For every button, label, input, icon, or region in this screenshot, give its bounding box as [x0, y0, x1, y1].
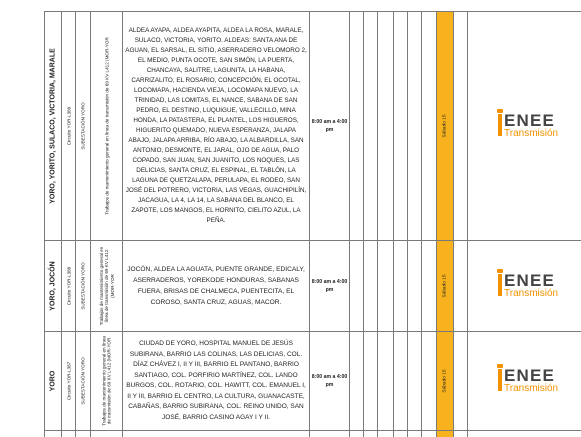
- cell-partial: [91, 431, 123, 437]
- affected-locations: JOCÓN, ALDEA LA AGUATA, PUENTE GRANDE, EDICALY, ASERRADEROS, YOREKODE HONDURAS, SABANAS FUERA, BRISAS DE CHALMECA, PUENTECITA, EL COROSO, SANTA CRUZ, AGUAS, MACOR.: [127, 266, 305, 306]
- row-divider: [44, 240, 581, 241]
- logo-cell: [468, 241, 581, 331]
- affected-locations: CIUDAD DE YORO, HOSPITAL MANUEL DE JESÚS SUBIRANA, BARRIO LAS COLINAS, LAS DELICIAS, COL. DÍAZ CHÁVEZ I, II Y III, BARRIO EL PANTANO, BARRIO SANTIAGO, COL. PORFIRIO MARTÍNEZ, COL. LANDO BURGOS, COL. ROTARIO, COL. HAWITT, COL. EMANUEL I, II Y III, BARRIO EL CENTRO, LA CULTURA, GUANACASTE, CABAÑAS, BARRIO SUBIRANA, COL. REINO UNIDO, SAN JOSÉ, BARRIO CASINO AGAY I Y II.: [126, 340, 306, 421]
- day-cell-blank: [350, 241, 364, 331]
- day-cell-blank: [408, 241, 422, 331]
- time-cell: [310, 332, 350, 430]
- cell-partial: [62, 431, 76, 437]
- day-cell-blank: [378, 241, 394, 331]
- logo-subtitle: Transmisión: [504, 383, 559, 394]
- cell-partial: [310, 431, 350, 437]
- cell-partial: [350, 431, 364, 437]
- circuit-name: Circuito YOR-L388: [66, 266, 71, 306]
- cell-partial: [454, 431, 468, 437]
- outage-time: 8:00 am a 4:00 pm: [311, 279, 348, 293]
- day-cell-blank: [364, 332, 378, 430]
- substation-cell: [76, 12, 91, 240]
- department-area-cell: [44, 12, 62, 240]
- active-day-cell: [437, 241, 454, 331]
- cell-partial: [422, 431, 437, 437]
- day-cell-blank: [378, 332, 394, 430]
- locations-cell: [123, 12, 310, 240]
- cell-partial: [394, 431, 408, 437]
- table-row: [0, 332, 581, 430]
- row-divider: [44, 331, 581, 332]
- day-cell-blank: [408, 332, 422, 430]
- row-divider: [44, 11, 581, 12]
- circuit-cell: [62, 12, 76, 240]
- day-cell-blank: [422, 12, 437, 240]
- active-day-label: Sábado 15: [442, 274, 448, 298]
- time-cell: [310, 241, 350, 331]
- table-row-partial: [0, 431, 581, 437]
- table-left-edge: [44, 11, 45, 437]
- day-cell-blank: [394, 12, 408, 240]
- work-description-cell: [91, 241, 123, 331]
- logo-brand: ENEE: [504, 271, 556, 290]
- active-day-cell: [437, 332, 454, 430]
- cell-partial: [76, 431, 91, 437]
- substation-name: SUBESTACIÓN YORO: [80, 262, 86, 310]
- work-description-cell: [91, 332, 123, 430]
- work-description: Trabajos de mantenimiento general en línea de transmisión de 69 KV L412 (MOR-YOR: [98, 246, 115, 326]
- substation-name: SUBESTACIÓN YORO: [80, 102, 86, 150]
- active-day-label: Sábado 15: [442, 114, 448, 138]
- active-day-cell: [437, 12, 454, 240]
- cell-partial: [378, 431, 394, 437]
- department-area-cell: [44, 332, 62, 430]
- time-cell: [310, 12, 350, 240]
- enee-transmision-logo: [468, 271, 581, 301]
- table-row: [0, 241, 581, 331]
- work-description-cell: [91, 12, 123, 240]
- day-cell-blank: [422, 241, 437, 331]
- day-cell-blank: [408, 12, 422, 240]
- circuit-cell: [62, 332, 76, 430]
- enee-i-icon: [498, 274, 502, 296]
- enee-i-icon: [498, 369, 502, 391]
- day-cell-blank: [454, 241, 468, 331]
- work-description: Trabajos de mantenimiento general en línea de transmisión de 69 KV L412 (MOR-YOR: [103, 37, 109, 215]
- enee-i-icon: [498, 114, 502, 136]
- department-area: YORO: [49, 370, 56, 392]
- day-cell-blank: [350, 332, 364, 430]
- department-area: YORO, JOCÓN: [49, 261, 56, 311]
- day-cell-blank: [422, 332, 437, 430]
- day-cell-blank: [350, 12, 364, 240]
- table-row: [0, 12, 581, 240]
- substation-cell: [76, 332, 91, 430]
- cell-partial: [408, 431, 422, 437]
- day-cell-blank: [378, 12, 394, 240]
- logo-cell: [468, 12, 581, 240]
- day-cell-blank: [394, 332, 408, 430]
- substation-name: SUBESTACIÓN YORO: [80, 357, 86, 405]
- enee-transmision-logo: [468, 111, 581, 141]
- cell-partial: [364, 431, 378, 437]
- circuit-name: Circuito YOR-L387: [66, 361, 71, 401]
- cell-partial: [123, 431, 310, 437]
- row-divider: [44, 430, 581, 431]
- logo-brand: ENEE: [504, 111, 556, 130]
- affected-locations: ALDEA AYAPA, ALDEA AYAPITA, ALDEA LA ROSA, MARALE, SULACO, VICTORIA, YORITO. ALDEAS: SANTA ANA DE AGUAN, EL SARSAL, EL SITIO, ASERRADERO VELOMORO 2, EL MEDIO, PUNTA OCOTE, SAN SIMÓN, LA PUERTA, CHANCAYA, SALITRE, LAGUNITA, LA HABANA, CARRIZALITO, EL ROSARIO, CONCEPCIÓN, EL OCOTAL, LOCOMAPA, HACIENDA VIEJA, LOCOMAPA NUEVO, LA TRINIDAD, LAS LOMITAS, EL NANCE, SABANA DE SAN PEDRO, EL DESTINO, LUQUIGUE, VALLECILLO, MINA HONDA, LA PATASTERA, EL PLANTEL, LOS HIGUEROS, HIGUERITO QUEMADO, NUEVA ESPERANZA, JALAPA ABAJO, JALAPA ARRIBA, RÍO ABAJO, LA ALBARDILLA, SAN ANTONIO, DESMONTE, EL JARAL, OJO DE AGUA, PALO COPADO, SAN JUAN, SAN JUANITO, LOS NOQUES, LAS DELICIAS, SANTA CRUZ, EL ESPINAL, EL TABLÓN, LA LAGUNA DE QUETZALAPA, PERULAPA, EL RODEO, SAN JOSÉ DEL POTRERO, VICTORIA, LAS VEGAS, GUACHIPILÍN, JACAGUA, LA 4, LA 14, LA SABANA DEL BLANCO, EL ZAPOTE, LOS MANGOS, EL HORNITO, CIELITO AZUL, LA PEÑA.: [125, 27, 307, 224]
- substation-cell: [76, 241, 91, 331]
- work-description: Trabajos de mantenimiento general en línea de transmisión de 69 KV L412 (MOR-YOR: [101, 336, 112, 426]
- logo-subtitle: Transmisión: [504, 128, 559, 139]
- active-day-label: Sábado 15: [442, 369, 448, 393]
- department-area: YORO, YORITO, SULACO, VICTORIA, MARALE: [49, 48, 56, 204]
- logo-brand: ENEE: [504, 366, 556, 385]
- outage-time: 8:00 am a 4:00 pm: [311, 374, 348, 388]
- day-cell-blank: [364, 12, 378, 240]
- locations-cell: [123, 332, 310, 430]
- cell-partial: [437, 431, 454, 437]
- logo-subtitle: Transmisión: [504, 288, 559, 299]
- day-cell-blank: [394, 241, 408, 331]
- day-cell-blank: [454, 12, 468, 240]
- outage-time: 8:00 am a 4:00 pm: [311, 119, 348, 133]
- circuit-cell: [62, 241, 76, 331]
- day-cell-blank: [454, 332, 468, 430]
- day-cell-blank: [364, 241, 378, 331]
- locations-cell: [123, 241, 310, 331]
- department-area-cell: [44, 241, 62, 331]
- logo-cell: [468, 332, 581, 430]
- circuit-name: Circuito YOR-L389: [66, 106, 71, 146]
- enee-transmision-logo: [468, 366, 581, 396]
- cell-partial: [44, 431, 62, 437]
